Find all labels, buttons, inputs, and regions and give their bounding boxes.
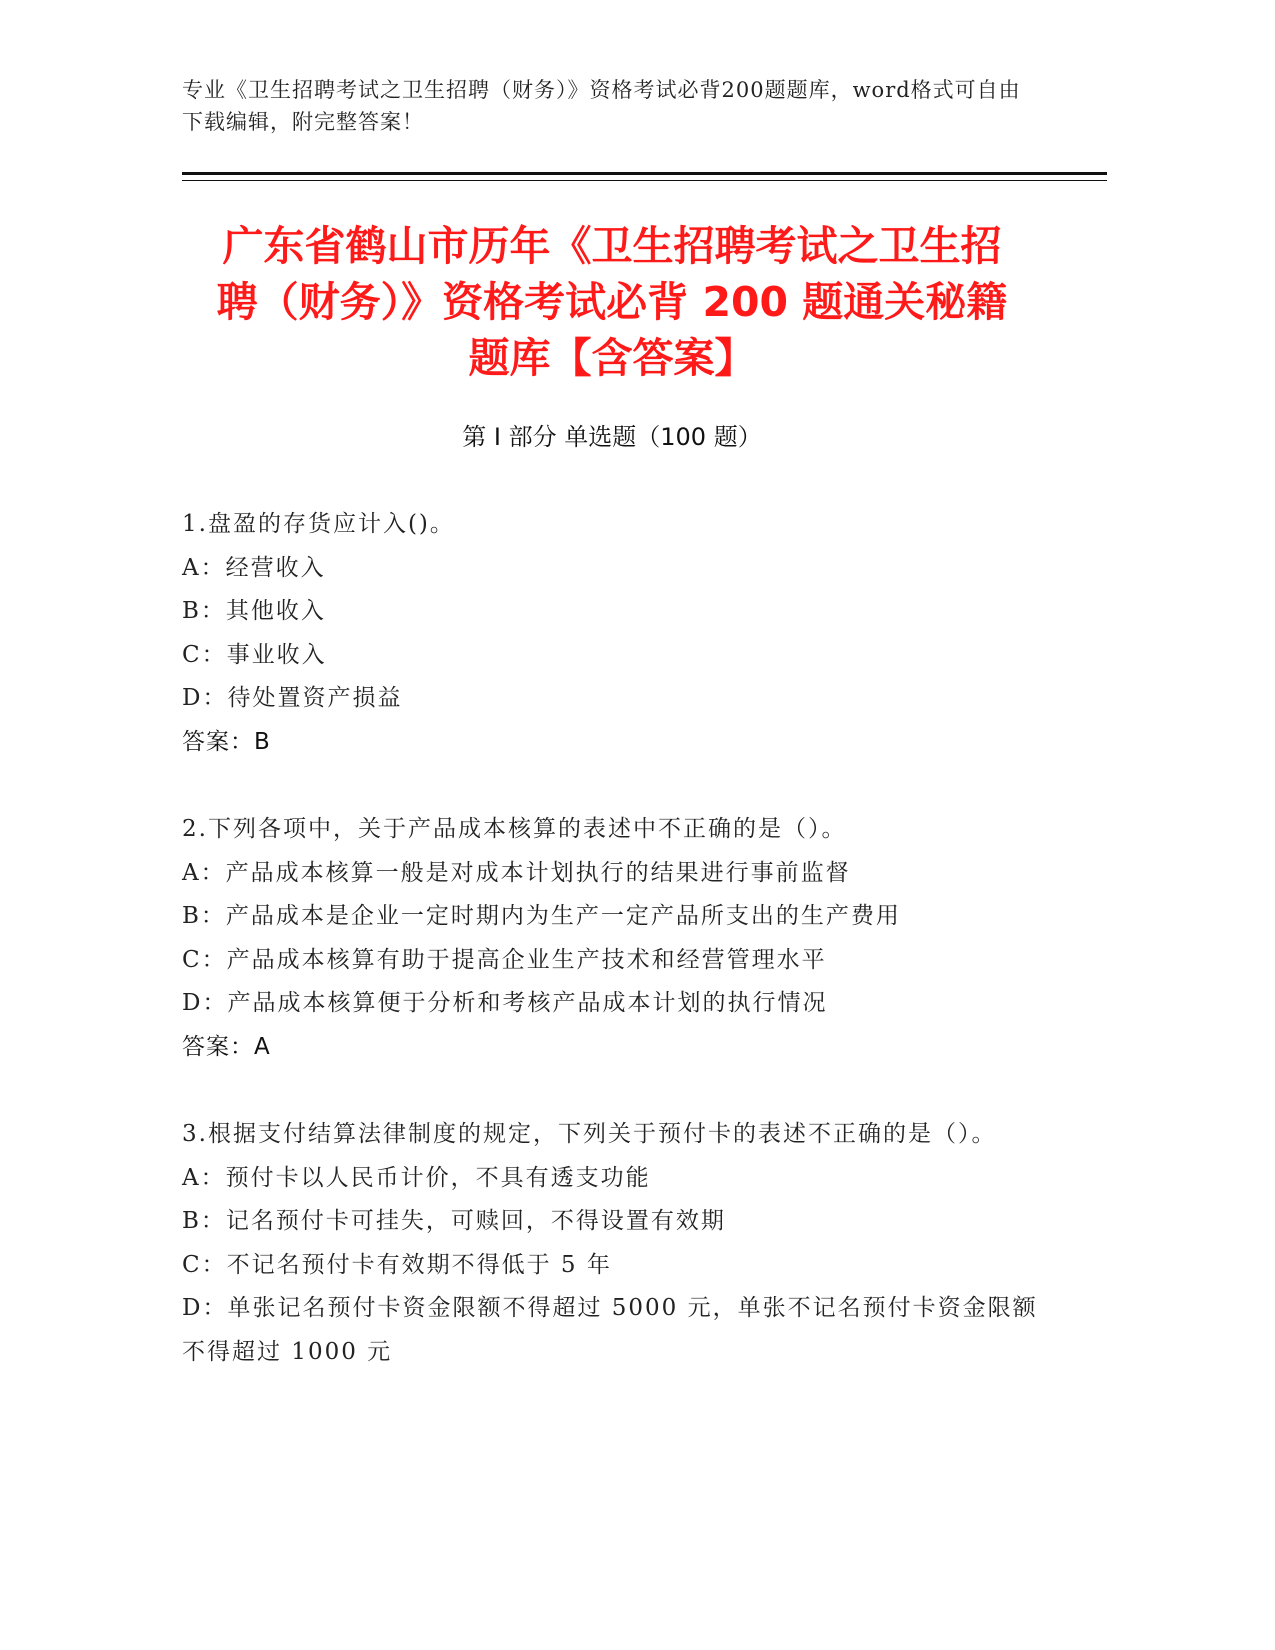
title-line: 广东省鹤山市历年《卫生招聘考试之卫生招	[222, 222, 1002, 270]
option-a: A：预付卡以人民币计价，不具有透支功能	[182, 1164, 651, 1191]
header-rule-thin	[182, 180, 1107, 181]
question-stem: 1.盘盈的存货应计入()。	[182, 511, 455, 537]
option-d: D：单张记名预付卡资金限额不得超过 5000 元，单张不记名预付卡资金限额不得超过 1000 元	[182, 1295, 1038, 1365]
option-a: A：产品成本核算一般是对成本计划执行的结果进行事前监督	[182, 859, 851, 886]
option-b: B：产品成本是企业一定时期内为生产一定产品所支出的生产费用	[182, 903, 901, 929]
answer: 答案：B	[182, 728, 271, 755]
option-c: C：不记名预付卡有效期不得低于 5 年	[182, 1251, 612, 1278]
header-note: 专业《卫生招聘考试之卫生招聘（财务）》资格考试必背200题题库，word格式可自由下载编辑，附完整答案！	[182, 78, 1021, 134]
option-b: B：记名预付卡可挂失，可赎回，不得设置有效期	[182, 1208, 726, 1234]
option-d: D：待处置资产损益	[182, 685, 403, 711]
title-line: 聘（财务）》资格考试必背 200 题通关秘籍	[216, 278, 1008, 326]
option-b: B：其他收入	[182, 598, 326, 624]
answer: 答案：A	[182, 1033, 271, 1060]
question-1	[182, 503, 1042, 764]
option-c: C：事业收入	[182, 641, 327, 668]
option-d: D：产品成本核算便于分析和考核产品成本计划的执行情况	[182, 990, 828, 1016]
question-stem: 3.根据支付结算法律制度的规定，下列关于预付卡的表述不正确的是（）。	[182, 1121, 997, 1147]
question-3	[182, 1113, 1042, 1374]
header-rule-thick	[182, 172, 1107, 175]
option-c: C：产品成本核算有助于提高企业生产技术和经营管理水平	[182, 946, 827, 973]
section-title: 第 I 部分 单选题（100 题）	[462, 423, 762, 451]
document-title	[182, 218, 1042, 386]
option-a: A：经营收入	[182, 554, 326, 581]
title-line: 题库【含答案】	[468, 334, 756, 382]
question-stem: 2.下列各项中，关于产品成本核算的表述中不正确的是（）。	[182, 816, 847, 842]
question-2	[182, 808, 1042, 1069]
